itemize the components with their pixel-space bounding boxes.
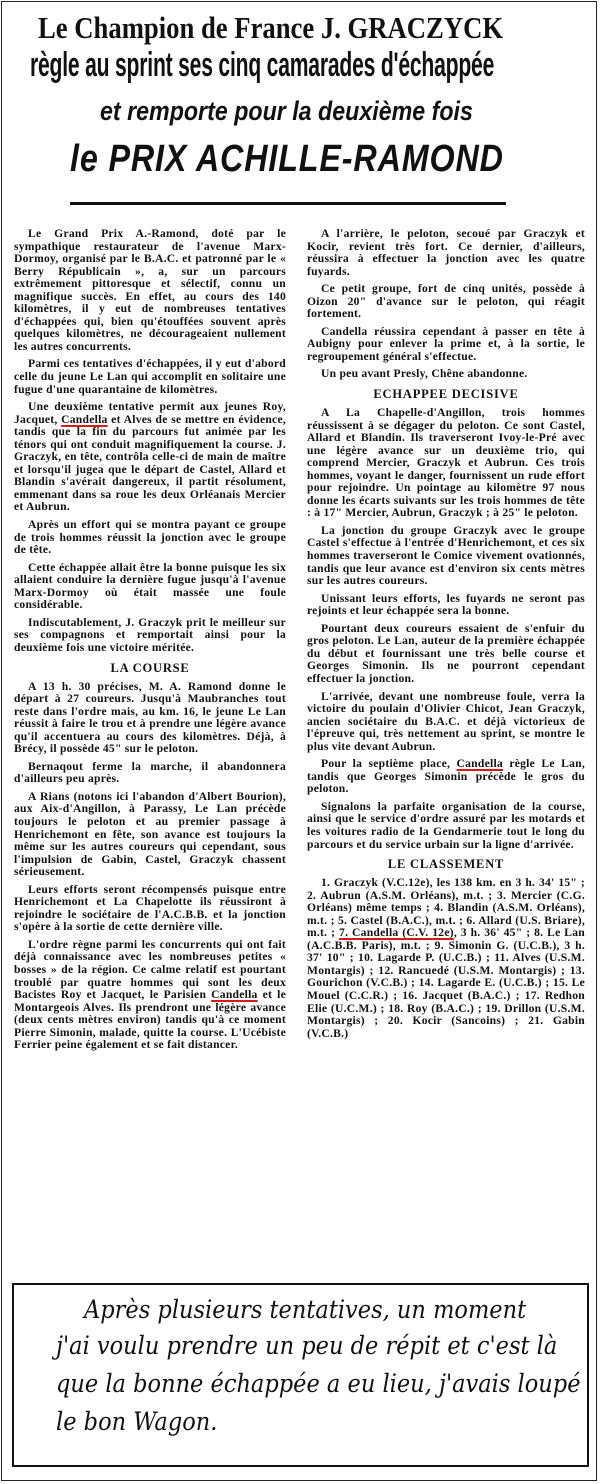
article-paragraph [307,877,585,1040]
highlighted-name: Candella [456,757,503,771]
article-paragraph [14,791,286,879]
handwritten-line: j'ai voulu prendre un peu de répit et c'est là [56,1331,558,1360]
text-segment: Le Grand Prix A.-Ramond, doté par le sympathique restaurateur de l'avenue Marx-Dormoy, organisé par le B.A.C. et patronné par le « Berry Républicain », a, sur un parcours extrêmement pittoresque et sélectif, connu un magnifique succès. En effet, au cours des 140 kilomètres, il y eut de nombreuses tentatives d'échappées qui, bien qu'étouffées souvent après quelques kilomètres, ne décourageaient nullement les autres concurrents. [14,227,286,353]
text-segment: L'arrivée, devant une nombreuse foule, verra la victoire du poulain d'Olivier Chicot, Jean Graczyk, ancien sociétaire du B.A.C. et déjà victorieux de l'épreuve qui, très nettement au sprint, se montre le plus vite devant Aubrun. [307,689,585,753]
article-paragraph [307,691,585,754]
article-paragraph [14,401,286,514]
text-segment: La jonction du groupe Graczyk avec le groupe Castel s'effectue à l'entrée d'Henrichemont, et ces six hommes traverseront le Comice vivement ovationnés, tandis que leur avance est d'environ six cents mètres sur les autres coureurs. [307,523,585,588]
text-segment: règle Le Lan, tandis que Georges Simonin précède le gros du peloton. [307,757,586,796]
article-paragraph [14,358,286,396]
highlighted-name: Candella [61,412,108,426]
highlighted-name: 7. Candella (C.V. 12e) [339,926,454,940]
text-segment: et Alves de se mettre en évidence, tandis que la fin du parcours fut animée par les ténors qui ont conduit magnifiquement la course. J. Graczyk, en tête, contrôla celle-ci de main de maître et lorsqu'il jugea que le départ de Castel, Allard et Blandin s'avérait dangereux, il partit résolument, emmenant dans sa roue les deux Orléanais Mercier et Aubrun. [14,412,286,514]
text-segment: L'ordre règne parmi les concurrents qui ont fait déjà connaissance avec les nombreuses petites « bosses » de la région. Ce calme relatif est pourtant troublé par quatre hommes qui sont les deux Bacistes Roy et Jacquet, le Parisien [14,937,286,1002]
article-paragraph [14,939,286,1052]
article-paragraph [14,681,286,756]
text-segment: 1. Graczyk (V.C.12e), les 138 km. en 3 h. 34' 15" ; 2. Aubrun (A.S.M. Orléans), m.t. ; 3. Mercier (C.G. Orléans) même temps ; 4. Blandin (A.S.M. Orléans), m.t. ; 5. Castel (B.A.C.), m.t. ; 6. Allard (U.S. Briare), m.t. ; [307,876,585,940]
article-left-column [14,228,286,1057]
text-segment: A La Chapelle-d'Angillon, trois hommes réussissent à se dégager du peloton. Ce sont Castel, Allard et Blandin. Ils traverseront Ivoy-le-Pré avec une légère avance sur un deuxième trio, qui comprend Mercier, Graczyk et Aubrun. Ces trois hommes, voyant le danger, fournissent un rude effort pour rejoindre. Un pointage au kilomètre 97 nous donne les écarts suivants sur les trois hommes de tête : à 17" Mercier, Aubrun, Graczyk ; à 25" le peloton. [307,406,585,520]
article-paragraph [307,593,585,618]
article-paragraph [14,562,286,612]
text-segment: Leurs efforts seront récompensés puisque entre Henrichemont et La Chapelotte ils réussiront à rejoindre le sociétaire de l'A.C.B.B. et la jonction s'opère à la sortie de cette dernière ville. [14,882,286,934]
article-paragraph [307,623,585,686]
article-paragraph [307,407,585,520]
headline-line-2: règle au sprint ses cinq camarades d'échappée [30,46,495,84]
text-segment: Ce petit groupe, fort de cinq unités, possède à Oizon 20" d'avance sur le peloton, qui réagit fortement. [307,282,585,321]
article-paragraph [307,326,585,364]
text-segment: Une deuxième tentative permit aux jeunes Roy, Jacquet, [14,400,286,426]
section-heading: LA COURSE [110,660,190,675]
text-segment: Pour la septième place, [321,757,457,771]
article-right-column [307,228,585,1045]
text-segment: Candella réussira cependant à passer en tête à Aubigny pour enlever la prime et, à la sortie, le regroupement général s'effectue. [307,324,585,363]
text-segment: Pourtant deux coureurs essaient de s'enfuir du gros peloton. Le Lan, auteur de la première échappée du début et fournissant une très belle course et Georges Simonin. Ils ne pourront cependant effectuer la jonction. [307,621,585,685]
article-paragraph [14,519,286,557]
handwritten-line: que la bonne échappée a eu lieu, j'avais loupé [56,1369,581,1398]
text-segment: Bernaqout ferme la marche, il abandonnera d'ailleurs peu après. [14,759,286,786]
article-paragraph [14,884,286,934]
article-paragraph [307,801,585,851]
article-paragraph [307,758,585,796]
text-segment: Parmi ces tentatives d'échappées, il y eut d'abord celle du jeune Le Lan qui accomplit en solitaire une fugue d'une quarantaine de kilomètres. [14,357,286,396]
text-segment: Unissant leurs efforts, les fuyards ne seront pas rejoints et leur échappée sera la bonne. [307,591,585,618]
article-paragraph [14,228,286,353]
text-segment: , 3 h. 36' 45" ; 8. Le Lan (A.C.B.B. Paris), m.t. ; 9. Simonin G. (U.C.B.), 3 h. 37' 10" ; 10. Lagarde P. (U.C.B.) ; 11. Alves (U.S.M. Montargis) ; 12. Rancuedé (U.S.M. Montargis) ; 13. Gourichon (V.C.B.) ; 14. Lagarde E. (U.C.B.) ; 15. Le Mouel (C.C.R.) ; 16. Jacquet (B.A.C.) ; 17. Redhon Elie (U.C.M.) ; 18. Roy (B.A.C.) ; 19. Drillon (U.S.M. Montargis) ; 20. Kocir (Sancoins) ; 21. Gabin (V.C.B.) [307,926,585,1040]
text-segment: A Rians (notons ici l'abandon d'Albert Bourion), aux Aix-d'Angillon, à Parassy, Le Lan précède toujours le peloton et au premier passage à Henrichemont en fête, son avance est toujours la même sur les autres coureurs qui cependant, sous l'impulsion de Gabin, Castel, Graczyk chassent sérieusement. [14,789,286,879]
headline-rule [70,202,506,205]
text-segment: Cette échappée allait être la bonne puisque les six allaient conduire la dernière fugue jusqu'à l'avenue Marx-Dormoy où était massée une foule considérable. [14,560,286,612]
article-paragraph [307,525,585,588]
text-segment: A 13 h. 30 précises, M. A. Ramond donne le départ à 27 coureurs. Jusqu'à Maubranches tout reste dans l'ordre mais, au km. 16, le jeune Le Lan réussit à faire le trou et à prendre une légère avance qu'il accentuera au cours des kilomètres. Déjà, à Brécy, il possède 45" sur le peloton. [14,679,286,756]
handwritten-line: le bon Wagon. [56,1407,218,1436]
highlighted-name: Candella [211,988,258,1002]
headline-line-3: et remporte pour la deuxième fois [100,96,473,126]
text-segment: Après un effort qui se montra payant ce groupe de trois hommes réussit la jonction avec le groupe de tête. [14,518,286,557]
article-paragraph [14,761,286,786]
article-paragraph [307,228,585,278]
handwritten-note-box [12,1283,589,1467]
handwritten-line: Après plusieurs tentatives, un moment [84,1295,527,1324]
text-segment: Un peu avant Presly, Chêne abandonne. [321,367,528,381]
section-heading: ECHAPPEE DECISIVE [373,387,519,402]
text-segment: et le Montargeois Alves. Ils prendront une légère avance (deux cents mètres environ) tandis qu'à ce moment Pierre Simonin, malade, quitte la course. L'Ucébiste Ferrier peine également et se fait distancer. [14,988,286,1052]
article-paragraph [307,283,585,321]
text-segment: Indiscutablement, J. Graczyk prit le meilleur sur ses compagnons et remportait ainsi pour la deuxième fois une victoire méritée. [14,615,286,654]
section-heading: LE CLASSEMENT [387,857,505,872]
article-paragraph [14,617,286,655]
article-paragraph [307,368,585,381]
text-segment: Signalons la parfaite organisation de la course, ainsi que le service d'ordre assuré par les motards et les voitures radio de la Gendarmerie tout le long du parcours et du service urbain sur la ligne d'arrivée. [307,799,585,851]
text-segment: A l'arrière, le peloton, secoué par Graczyk et Kocir, revient très fort. Ce dernier, d'ailleurs, réussira à effectuer la jonction avec les quatre fuyards. [307,227,585,278]
headline-line-4: le PRIX ACHILLE-RAMOND [70,138,504,180]
headline-line-1: Le Champion de France J. GRACZYCK [38,10,504,45]
